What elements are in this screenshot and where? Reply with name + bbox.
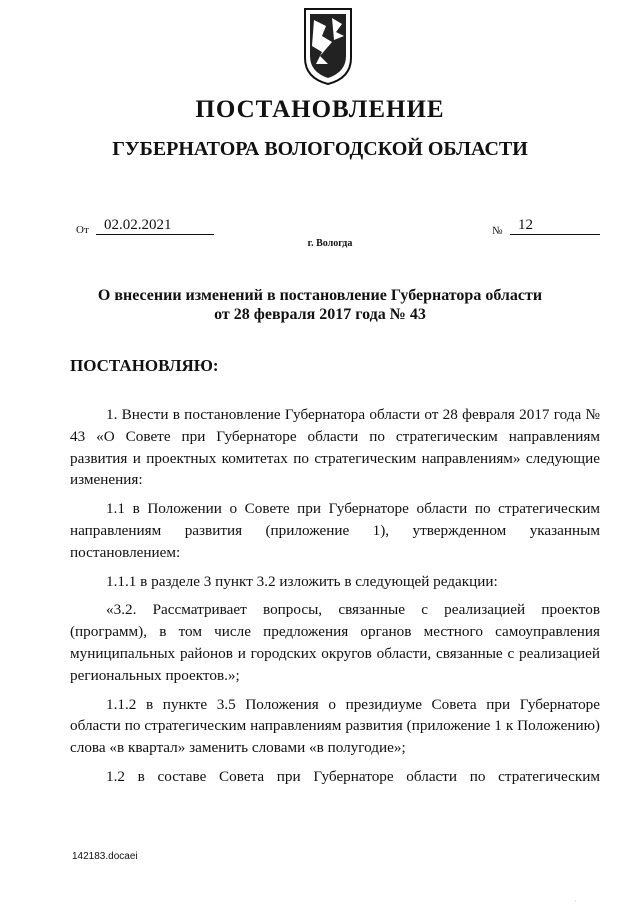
paragraph-1: 1. Внести в постановление Губернатора области от 28 февраля 2017 года № 43 «О Совете при Губернаторе области по стратегическим направлениям развития и проектных комитетах по стратегическим направлениям» следующие изменения: [70, 406, 600, 489]
city-label: г. Вологда [307, 238, 353, 249]
footer-doc-code: 142183.docaei [72, 851, 138, 862]
document-date: 02.02.2021 [96, 216, 214, 235]
coat-of-arms-emblem [302, 6, 354, 86]
date-prefix: От [76, 224, 89, 236]
corner-mark: · [574, 897, 577, 906]
number-prefix: № [492, 225, 503, 237]
paragraph-1-1: 1.1 в Положении о Совете при Губернаторе области по стратегическим направлениям развития (приложение 1), утвержденном указанным постановлением: [70, 500, 600, 561]
document-body [70, 404, 600, 795]
subject-line-1: О внесении изменений в постановление Губернатора области [97, 287, 543, 304]
subject-line-2: от 28 февраля 2017 года № 43 [214, 306, 426, 323]
paragraph-1-1-2: 1.1.2 в пункте 3.5 Положения о президиуме Совета при Губернаторе области по стратегическим направлениям развития (приложение 1 к Положению) слова «в квартал» заменить словами «в полугодие»; [70, 695, 600, 757]
document-issuer: ГУБЕРНАТОРА ВОЛОГОДСКОЙ ОБЛАСТИ [112, 138, 528, 160]
document-number: 12 [510, 216, 600, 235]
paragraph-1-2: 1.2 в составе Совета при Губернаторе области по стратегическим [106, 767, 600, 785]
document-subject [0, 286, 640, 324]
document-title: ПОСТАНОВЛЕНИЕ [195, 96, 445, 123]
decree-word: ПОСТАНОВЛЯЮ: [70, 356, 219, 375]
paragraph-1-1-1: 1.1.1 в разделе 3 пункт 3.2 изложить в следующей редакции: [106, 572, 498, 590]
paragraph-quote-3-2: «3.2. Рассматривает вопросы, связанные с реализацией проектов (программ), в том числе предложения органов местного самоуправления муниципальных районов и городских округов области, связанные с реализацией региональных проектов.»; [70, 601, 600, 684]
